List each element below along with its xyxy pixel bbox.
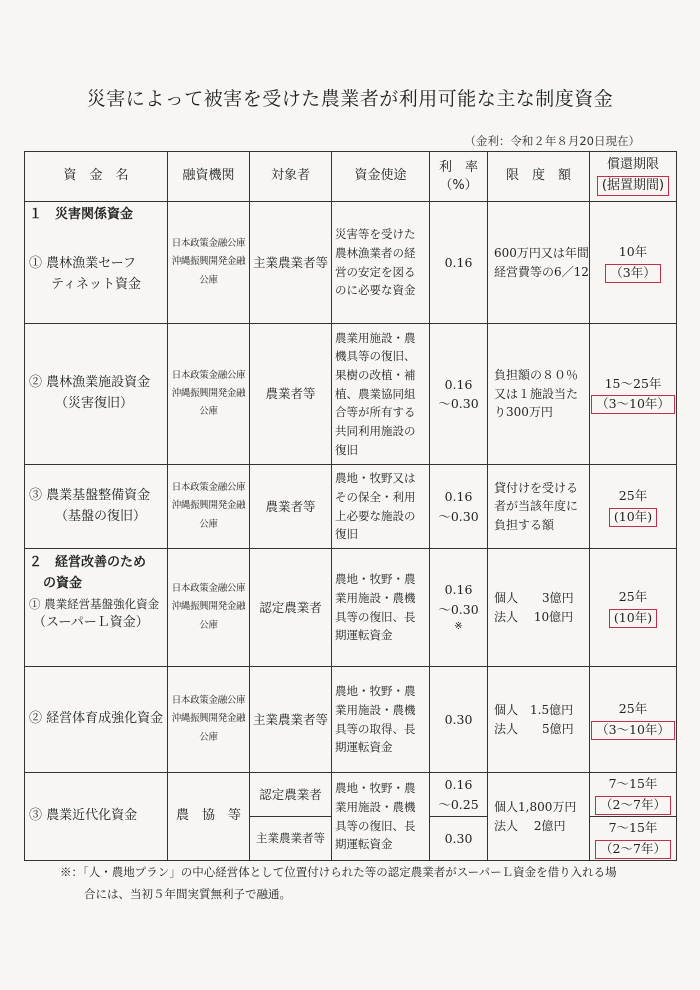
section-2-label-line1: ２ 経営改善のため — [29, 555, 147, 570]
fund-name-line2: ティネット資金 — [51, 277, 141, 293]
period-years: 10年 — [618, 244, 648, 260]
period-years: 25年 — [618, 701, 648, 717]
org-cell — [168, 549, 250, 667]
period-years: 25年 — [618, 589, 648, 605]
fund-name-line2: （災害復旧） — [55, 396, 134, 411]
rate-line2: ～0.30 — [438, 601, 479, 617]
table-row — [25, 465, 677, 549]
grace-box: (10年) — [609, 609, 657, 628]
rate-line1: 0.16 — [444, 376, 473, 392]
org-cell — [168, 324, 250, 465]
fund-name-cell — [25, 228, 168, 324]
footnote-line1: ※：「人・農地プラン」の中心経営体として位置付けられた等の認定農業者がスーパーＬ資金を借り入れる場 — [60, 865, 617, 879]
period-cell — [590, 202, 677, 324]
rate-line2: ～0.30 — [438, 508, 479, 524]
table-row — [25, 667, 677, 773]
rate-cell-b: 0.30 — [430, 817, 488, 861]
limit-cell: 貸付けを受ける者が当該年度に負担する額 — [488, 465, 590, 549]
org-cell — [168, 465, 250, 549]
target-cell-b: 主業農業者等 — [250, 817, 332, 861]
usage-cell: 農地・牧野・農業用施設・農機具等の復旧、長期運転資金 — [332, 549, 430, 667]
header-limit: 限 度 額 — [488, 152, 590, 202]
header-row — [25, 152, 677, 202]
grace-box: （3～10年） — [591, 395, 675, 414]
rate-cell — [430, 324, 488, 465]
usage-cell: 農地・牧野・農業用施設・農機具等の取得、長期運転資金 — [332, 667, 430, 773]
org-line1: 日本政策金融公庫 — [171, 695, 246, 707]
grace-box: （3～10年） — [591, 721, 675, 740]
usage-cell: 災害等を受けた農林漁業者の経営の安定を図るのに必要な資金 — [332, 202, 430, 324]
period-cell — [590, 549, 677, 667]
fund-name-line2: （スーパーＬ資金） — [33, 614, 149, 630]
limit-line1: 個人 1.5億円 — [494, 702, 574, 717]
fund-name-cell — [25, 324, 168, 465]
rate-cell-a — [430, 773, 488, 817]
rate-note-mark: ※ — [454, 621, 463, 633]
header-rate-line2: （%） — [439, 177, 478, 193]
period-years-a: 7～15年 — [608, 776, 658, 792]
header-period — [590, 152, 677, 202]
rate-cell: 0.30 — [430, 667, 488, 773]
rate-a-line1: 0.16 — [444, 777, 473, 793]
table-row — [25, 549, 677, 667]
limit-line2: 法人 10億円 — [494, 609, 574, 624]
target-cell-a: 認定農業者 — [250, 773, 332, 817]
grace-box: (10年) — [609, 508, 657, 527]
target-cell: 農業者等 — [250, 324, 332, 465]
usage-cell: 農業用施設・農機具等の復旧、果樹の改植・補植、農業協同組合等が所有する共同利用施設の復旧 — [332, 324, 430, 465]
org-line2: 沖縄振興開発金融公庫 — [171, 713, 246, 743]
table-row — [25, 773, 677, 817]
org-line2: 沖縄振興開発金融公庫 — [171, 387, 246, 418]
limit-line1: 個人1,800万円 — [494, 799, 577, 814]
limit-line2: 法人 2億円 — [494, 818, 566, 833]
org-line2: 沖縄振興開発金融公庫 — [171, 256, 246, 286]
header-usage: 資金使途 — [332, 152, 430, 202]
period-years-b: 7～15年 — [608, 820, 658, 836]
limit-cell: 負担額の８０％又は１施設当たり300万円 — [488, 324, 590, 465]
header-rate — [430, 152, 488, 202]
rate-cell — [430, 549, 488, 667]
grace-box-a: （2～7年） — [595, 796, 671, 815]
section-row — [25, 202, 677, 228]
period-cell-b — [590, 817, 677, 861]
org-cell: 農 協 等 — [168, 773, 250, 861]
org-line2: 沖縄振興開発金融公庫 — [171, 500, 246, 530]
fund-name-line1: ① 農林漁業セーフ — [29, 256, 136, 272]
header-target: 対象者 — [250, 152, 332, 202]
period-years: 25年 — [618, 488, 648, 504]
fund-name-line1: ② 農林漁業施設資金 — [29, 375, 151, 391]
org-line1: 日本政策金融公庫 — [171, 369, 246, 381]
rate-line1: 0.16 — [444, 582, 473, 598]
period-cell — [590, 667, 677, 773]
fund-name-line2: （基盤の復旧） — [55, 508, 147, 524]
header-name: 資 金 名 — [25, 152, 168, 202]
table-row — [25, 324, 677, 465]
header-org: 融資機関 — [168, 152, 250, 202]
period-cell-a — [590, 773, 677, 817]
period-cell — [590, 465, 677, 549]
fund-name-cell — [25, 549, 168, 667]
fund-name-cell — [25, 465, 168, 549]
rate-line2: ～0.30 — [438, 396, 479, 411]
org-line2: 沖縄振興開発金融公庫 — [171, 601, 246, 631]
target-cell: 主業農業者等 — [250, 667, 332, 773]
org-cell — [168, 667, 250, 773]
fund-name-line1: ① 農業経営基盤強化資金 — [29, 596, 160, 611]
limit-cell — [488, 667, 590, 773]
org-cell — [168, 202, 250, 324]
limit-line1: 個人 3億円 — [494, 590, 574, 605]
fund-name-cell: ② 経営体育成強化資金 — [25, 667, 168, 773]
loan-table — [24, 151, 677, 861]
header-period-line1: 償還期限 — [606, 157, 659, 173]
limit-line2: 法人 5億円 — [494, 721, 574, 736]
grace-box: （3年） — [605, 264, 660, 283]
target-cell: 主業農業者等 — [250, 202, 332, 324]
org-line1: 日本政策金融公庫 — [171, 482, 246, 494]
section-1-label: １ 災害関係資金 — [25, 202, 168, 228]
footnote — [60, 862, 660, 906]
rate-a-line2: ～0.25 — [438, 796, 479, 812]
header-rate-line1: 利 率 — [438, 159, 478, 175]
target-cell: 認定農業者 — [250, 549, 332, 667]
rate-cell: 0.16 — [430, 202, 488, 324]
org-line1: 日本政策金融公庫 — [171, 238, 246, 250]
header-grace-box: (据置期間) — [597, 176, 669, 196]
usage-cell: 農地・牧野・農業用施設・農機具等の復旧、長期運転資金 — [332, 773, 430, 861]
section-2-label-line2: の資金 — [43, 575, 83, 591]
fund-name-line1: ③ 農業基盤整備資金 — [29, 487, 151, 503]
limit-cell: 600万円又は年間経営費等の6／12 — [488, 202, 590, 324]
org-line1: 日本政策金融公庫 — [171, 583, 246, 595]
usage-cell: 農地・牧野又はその保全・利用上必要な施設の復旧 — [332, 465, 430, 549]
rate-line1: 0.16 — [444, 489, 473, 505]
fund-name-cell: ③ 農業近代化資金 — [25, 773, 168, 861]
rate-cell — [430, 465, 488, 549]
limit-cell — [488, 773, 590, 861]
page-title: 災害によって被害を受けた農業者が利用可能な主な制度資金 — [86, 88, 614, 110]
period-cell — [590, 324, 677, 465]
grace-box-b: （2～7年） — [595, 840, 671, 859]
rate-date-note: （金利：令和２年８月20日現在） — [464, 134, 640, 148]
footnote-line2: 合には、当初５年間実質無利子で融通。 — [84, 886, 291, 901]
target-cell: 農業者等 — [250, 465, 332, 549]
limit-cell — [488, 549, 590, 667]
period-years: 15～25年 — [604, 375, 662, 391]
